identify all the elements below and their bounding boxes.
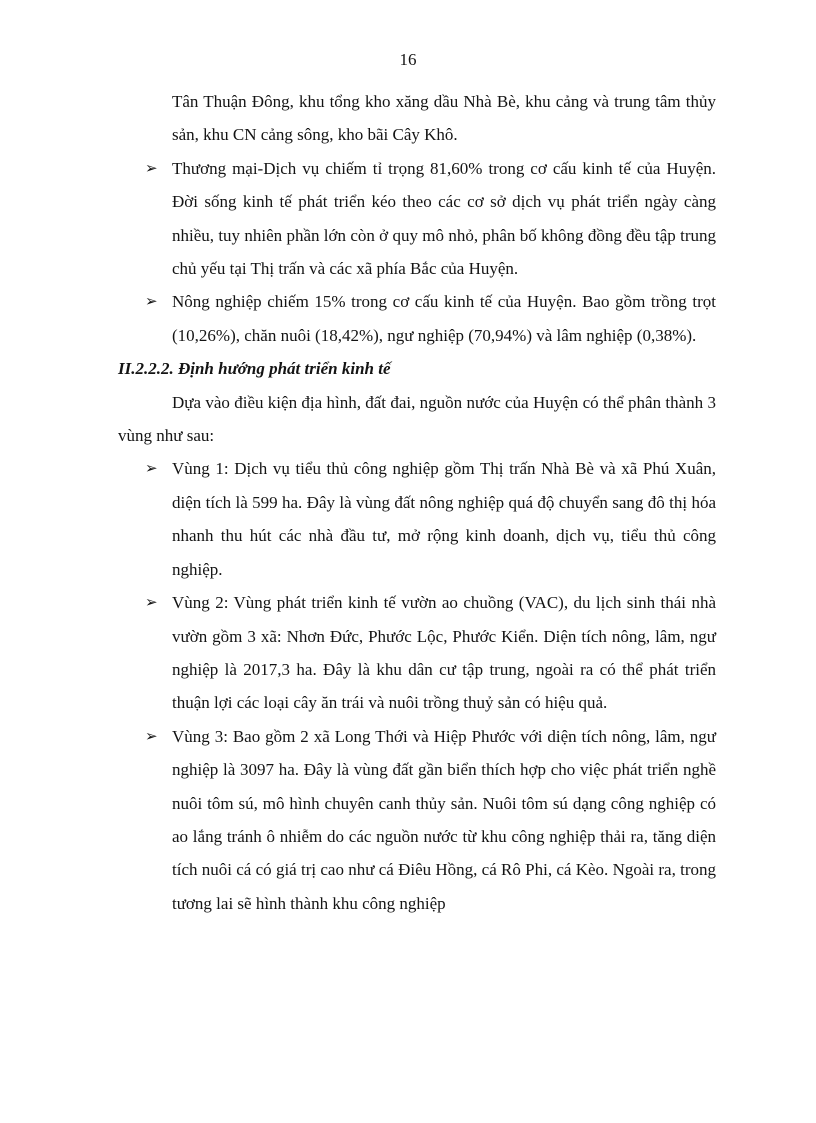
bullet-item-zone-2 bbox=[145, 586, 716, 720]
zone-list bbox=[118, 452, 716, 920]
bullet-text: Nông nghiệp chiếm 15% trong cơ cấu kinh tế của Huyện. Bao gồm trồng trọt (10,26%), chăn nuôi (18,42%), ngư nghiệp (70,94%) và lâm nghiệp (0,38%). bbox=[172, 292, 716, 345]
page-content bbox=[118, 85, 716, 920]
bullet-item-zone-3 bbox=[145, 720, 716, 920]
bullet-item-zone-1 bbox=[145, 452, 716, 586]
bullet-item-trade-services bbox=[145, 152, 716, 286]
bullet-text: Vùng 1: Dịch vụ tiểu thủ công nghiệp gồm Thị trấn Nhà Bè và xã Phú Xuân, diện tích là 599 ha. Đây là vùng đất nông nghiệp quá độ chuyển sang đô thị hóa nhanh thu hút các nhà đầu tư, mở rộng kinh doanh, dịch vụ, tiểu thủ công nghiệp. bbox=[172, 459, 716, 579]
bullet-arrow-icon: ➢ bbox=[145, 292, 158, 311]
economy-list bbox=[118, 152, 716, 352]
bullet-arrow-icon: ➢ bbox=[145, 726, 158, 745]
bullet-text: Vùng 2: Vùng phát triển kinh tế vườn ao chuồng (VAC), du lịch sinh thái nhà vườn gồm 3 xã: Nhơn Đức, Phước Lộc, Phước Kiển. Diện tích nông, lâm, ngư nghiệp là 2017,3 ha. Đây là khu dân cư tập trung, ngoài ra có thể phát triển thuận lợi các loại cây ăn trái và nuôi trồng thuỷ sản có hiệu quả. bbox=[172, 593, 716, 713]
bullet-arrow-icon: ➢ bbox=[145, 158, 158, 177]
bullet-arrow-icon: ➢ bbox=[145, 459, 158, 478]
continuation-text: Tân Thuận Đông, khu tổng kho xăng dầu Nhà Bè, khu cảng và trung tâm thủy sản, khu CN cảng sông, kho bãi Cây Khô. bbox=[172, 92, 716, 145]
bullet-text: Thương mại-Dịch vụ chiếm tỉ trọng 81,60% trong cơ cấu kinh tế của Huyện. Đời sống kinh tế phát triển kéo theo các cơ sở dịch vụ phát triển ngày càng nhiều, tuy nhiên phần lớn còn ở quy mô nhỏ, phân bố không đồng đều tập trung chủ yếu tại Thị trấn và các xã phía Bắc của Huyện. bbox=[172, 158, 716, 279]
bullet-text: Vùng 3: Bao gồm 2 xã Long Thới và Hiệp Phước với diện tích nông, lâm, ngư nghiệp là 3097 ha. Đây là vùng đất gần biển thích hợp cho việc phát triển nghề nuôi tôm sú, mô hình chuyên canh thủy sản. Nuôi tôm sú dạng công nghiệp có ao lắng tránh ô nhiễm do các nguồn nước từ khu công nghiệp thải ra, tăng diện tích nuôi cá có giá trị cao như cá Điêu Hồng, cá Rô Phi, cá Kèo. Ngoài ra, trong tương lai sẽ hình thành khu công nghiệp bbox=[172, 726, 716, 913]
bullet-arrow-icon: ➢ bbox=[145, 593, 158, 612]
intro-paragraph: Dựa vào điều kiện địa hình, đất đai, nguồn nước của Huyện có thể phân thành 3 vùng như sau: bbox=[118, 392, 716, 446]
page-number: 16 bbox=[399, 50, 417, 69]
section-heading: II.2.2.2. Định hướng phát triển kinh tế bbox=[118, 359, 391, 379]
bullet-item-agriculture bbox=[145, 285, 716, 352]
